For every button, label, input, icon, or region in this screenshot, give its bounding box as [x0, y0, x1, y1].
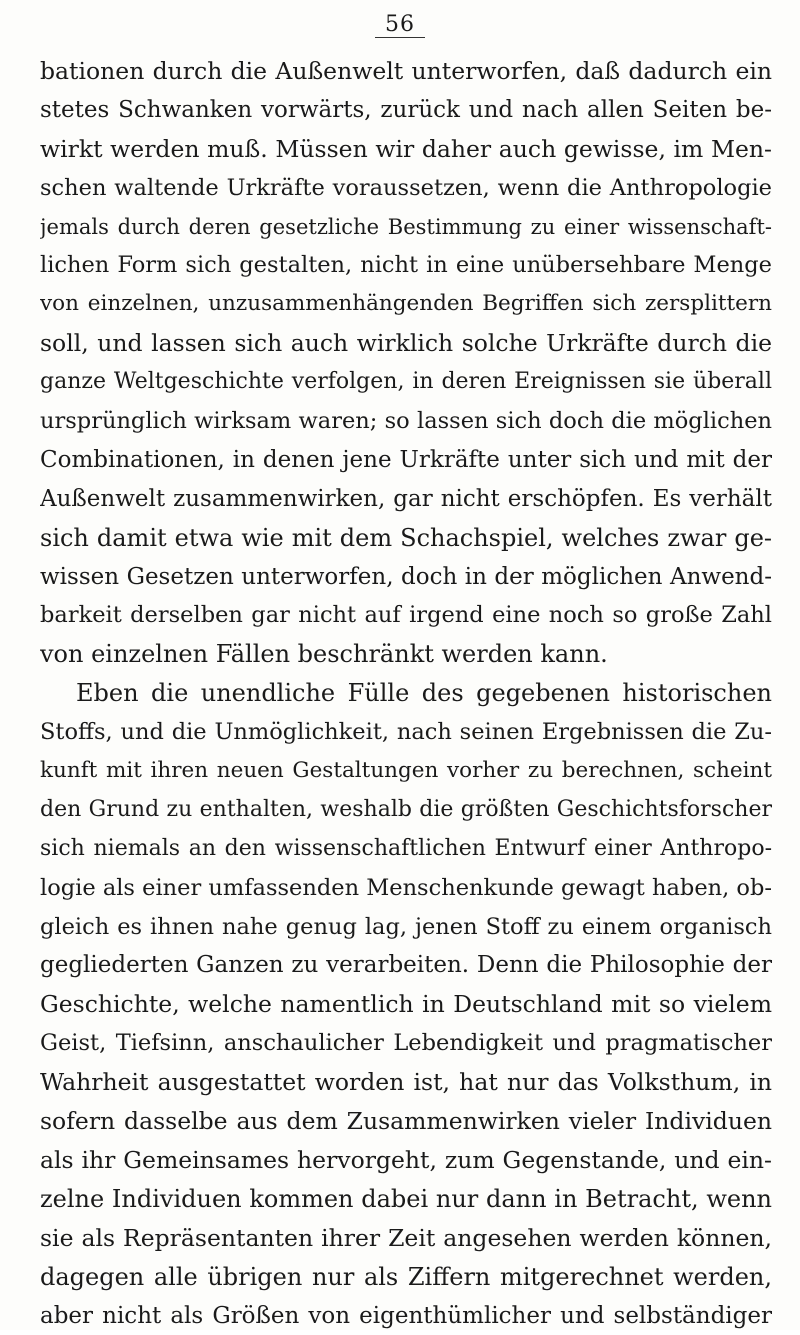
- text-line: gegliederten Ganzen zu verarbeiten. Denn die Philosophie der: [40, 946, 772, 985]
- paragraph-start-line: Eben die unendliche Fülle des gegebenen historischen: [40, 674, 772, 713]
- text-line: logie als einer umfassenden Menschenkunde gewagt haben, ob-: [40, 869, 772, 908]
- text-line: soll, und lassen sich auch wirklich solche Urkräfte durch die: [40, 324, 772, 363]
- text-line: jemals durch deren gesetzliche Bestimmung zu einer wissenschaft-: [40, 208, 772, 247]
- text-line: stetes Schwanken vorwärts, zurück und nach allen Seiten be-: [40, 91, 772, 130]
- text-line: bationen durch die Außenwelt unterworfen, daß dadurch ein: [40, 52, 772, 91]
- text-line: sich niemals an den wissenschaftlichen Entwurf einer Anthropo-: [40, 830, 772, 869]
- text-line: ursprünglich wirksam waren; so lassen sich doch die möglichen: [40, 402, 772, 441]
- text-line: von einzelnen, unzusammenhängenden Begriffen sich zersplittern: [40, 285, 772, 324]
- text-line: dagegen alle übrigen nur als Ziffern mitgerechnet werden,: [40, 1258, 772, 1297]
- text-line: von einzelnen Fällen beschränkt werden kann.: [40, 635, 772, 674]
- text-line: sie als Repräsentanten ihrer Zeit angesehen werden können,: [40, 1219, 772, 1258]
- text-line: ganze Weltgeschichte verfolgen, in deren Ereignissen sie überall: [40, 363, 772, 402]
- text-line: lichen Form sich gestalten, nicht in eine unübersehbare Menge: [40, 246, 772, 285]
- text-line: kunft mit ihren neuen Gestaltungen vorher zu berechnen, scheint: [40, 752, 772, 791]
- text-line: den Grund zu enthalten, weshalb die größten Geschichtsforscher: [40, 791, 772, 830]
- text-line: barkeit derselben gar nicht auf irgend eine noch so große Zahl: [40, 596, 772, 635]
- text-line: schen waltende Urkräfte voraussetzen, wenn die Anthropologie: [40, 169, 772, 208]
- text-line: aber nicht als Größen von eigenthümlicher und selbständiger: [40, 1297, 772, 1335]
- text-line: Geist, Tiefsinn, anschaulicher Lebendigkeit und pragmatischer: [40, 1024, 772, 1063]
- text-line: als ihr Gemeinsames hervorgeht, zum Gegenstande, und ein-: [40, 1141, 772, 1180]
- text-line: gleich es ihnen nahe genug lag, jenen Stoff zu einem organisch: [40, 908, 772, 947]
- text-line: zelne Individuen kommen dabei nur dann in Betracht, wenn: [40, 1180, 772, 1219]
- text-line: Combinationen, in denen jene Urkräfte unter sich und mit der: [40, 441, 772, 480]
- text-line: Außenwelt zusammenwirken, gar nicht erschöpfen. Es verhält: [40, 480, 772, 519]
- body-text: [40, 52, 772, 1335]
- page-number: 56: [0, 12, 800, 38]
- text-line: sich damit etwa wie mit dem Schachspiel, welches zwar ge-: [40, 519, 772, 558]
- text-line: wissen Gesetzen unterworfen, doch in der möglichen Anwend-: [40, 558, 772, 597]
- text-line: Geschichte, welche namentlich in Deutschland mit so vielem: [40, 985, 772, 1024]
- text-line: wirkt werden muß. Müssen wir daher auch gewisse, im Men-: [40, 130, 772, 169]
- text-line: sofern dasselbe aus dem Zusammenwirken vieler Individuen: [40, 1102, 772, 1141]
- text-line: Stoffs, und die Unmöglichkeit, nach seinen Ergebnissen die Zu-: [40, 713, 772, 752]
- text-line: Wahrheit ausgestattet worden ist, hat nur das Volksthum, in: [40, 1063, 772, 1102]
